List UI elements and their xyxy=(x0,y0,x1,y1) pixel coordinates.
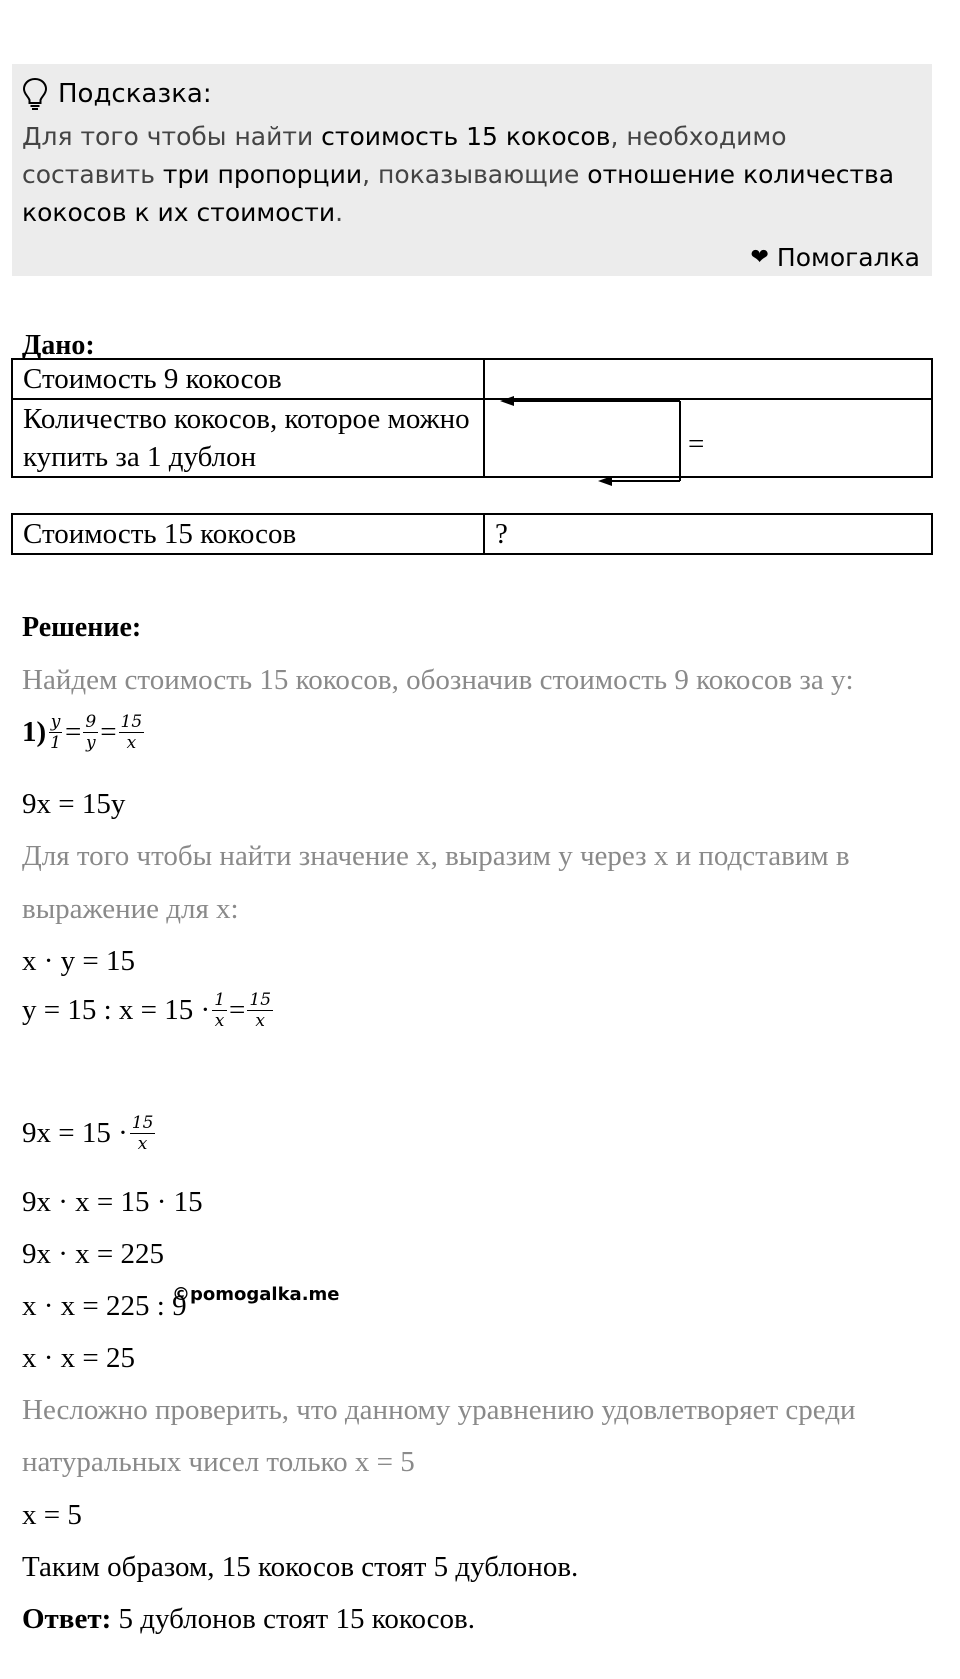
fraction xyxy=(212,990,227,1031)
equation-line: x · y = 15 xyxy=(22,945,136,977)
equation-line: x = 5 xyxy=(22,1499,82,1531)
fraction-denominator: 1 xyxy=(50,733,61,753)
equation-line-fraction xyxy=(22,990,275,1031)
hint-text-part: Для того чтобы найти xyxy=(22,122,322,151)
fraction-denominator: x xyxy=(126,733,137,753)
equals-sign: = xyxy=(100,716,117,748)
given-title: Дано: xyxy=(22,330,95,361)
equation-line: 9x · x = 15 · 15 xyxy=(22,1186,203,1218)
fraction-denominator: y xyxy=(85,733,96,753)
equation-line: 9x = 15y xyxy=(22,788,126,820)
answer-label: Ответ: xyxy=(22,1603,112,1635)
explanation-line: Для того чтобы найти значение x, выразим y через x и подставим в xyxy=(22,840,850,872)
proportion-arrows xyxy=(0,0,960,520)
hint-text-part: , показывающие xyxy=(362,160,588,189)
answer-text: 5 дублонов стоят 15 кокосов. xyxy=(111,1603,475,1635)
hint-text-part: , необходимо составить xyxy=(22,122,787,189)
fraction-numerator: 9 xyxy=(85,712,97,732)
brand-name: Помогалка xyxy=(776,243,920,272)
hint-title: Подсказка: xyxy=(58,79,212,109)
heart-icon: ❤ xyxy=(750,245,769,270)
hint-highlight: отношение количества кокосов к их стоимости xyxy=(22,160,895,227)
proportion-equals: = xyxy=(688,428,705,460)
equation-line-fraction xyxy=(22,1113,157,1154)
given-row3-value: ? xyxy=(484,514,932,554)
given-row1-label: Стоимость 9 кокосов xyxy=(12,359,484,399)
fraction-numerator: 15 xyxy=(249,990,272,1010)
equation-line: x · x = 25 xyxy=(22,1342,136,1374)
fraction xyxy=(247,990,273,1031)
fraction xyxy=(83,712,98,753)
conclusion-line: Таким образом, 15 кокосов стоят 5 дублонов. xyxy=(22,1551,579,1583)
fraction-denominator: x xyxy=(214,1011,225,1031)
hint-highlight: стоимость 15 кокосов xyxy=(321,122,611,151)
watermark: ©pomogalka.me xyxy=(172,1284,340,1305)
equals-sign: = xyxy=(229,994,246,1026)
equals-sign: = xyxy=(65,716,82,748)
fraction-denominator: x xyxy=(137,1134,148,1154)
fraction-numerator: y xyxy=(50,712,61,732)
fraction xyxy=(130,1113,156,1154)
hint-text-part: . xyxy=(335,198,344,227)
fraction-numerator: 15 xyxy=(120,712,143,732)
solution-title: Решение: xyxy=(22,612,142,643)
given-row3-label: Стоимость 15 кокосов xyxy=(12,514,484,554)
explanation-line: выражение для x: xyxy=(22,893,239,925)
fraction-numerator: 15 xyxy=(131,1113,154,1133)
given-table-question xyxy=(11,513,933,555)
given-row2-label: Количество кокосов, которое можно купить за 1 дублон xyxy=(12,399,484,477)
fraction-numerator: 1 xyxy=(214,990,226,1010)
step-label: 1) xyxy=(22,716,47,748)
fraction xyxy=(48,712,63,753)
hint-highlight: три пропорции xyxy=(162,160,363,189)
solution-intro: Найдем стоимость 15 кокосов, обозначив стоимость 9 кокосов за y: xyxy=(22,664,854,696)
equation-line: x · x = 225 : 9 xyxy=(22,1290,187,1322)
answer-line xyxy=(22,1603,475,1636)
equation-line: 9x · x = 225 xyxy=(22,1238,165,1270)
equation-prefix: 9x = 15 · xyxy=(22,1117,128,1149)
fraction-denominator: x xyxy=(255,1011,265,1031)
explanation-line: натуральных чисел только x = 5 xyxy=(22,1446,415,1478)
step-1-equation xyxy=(22,712,146,753)
fraction xyxy=(119,712,145,753)
explanation-line: Несложно проверить, что данному уравнению удовлетворяет среди xyxy=(22,1394,856,1426)
equation-prefix: y = 15 : x = 15 · xyxy=(22,994,211,1026)
